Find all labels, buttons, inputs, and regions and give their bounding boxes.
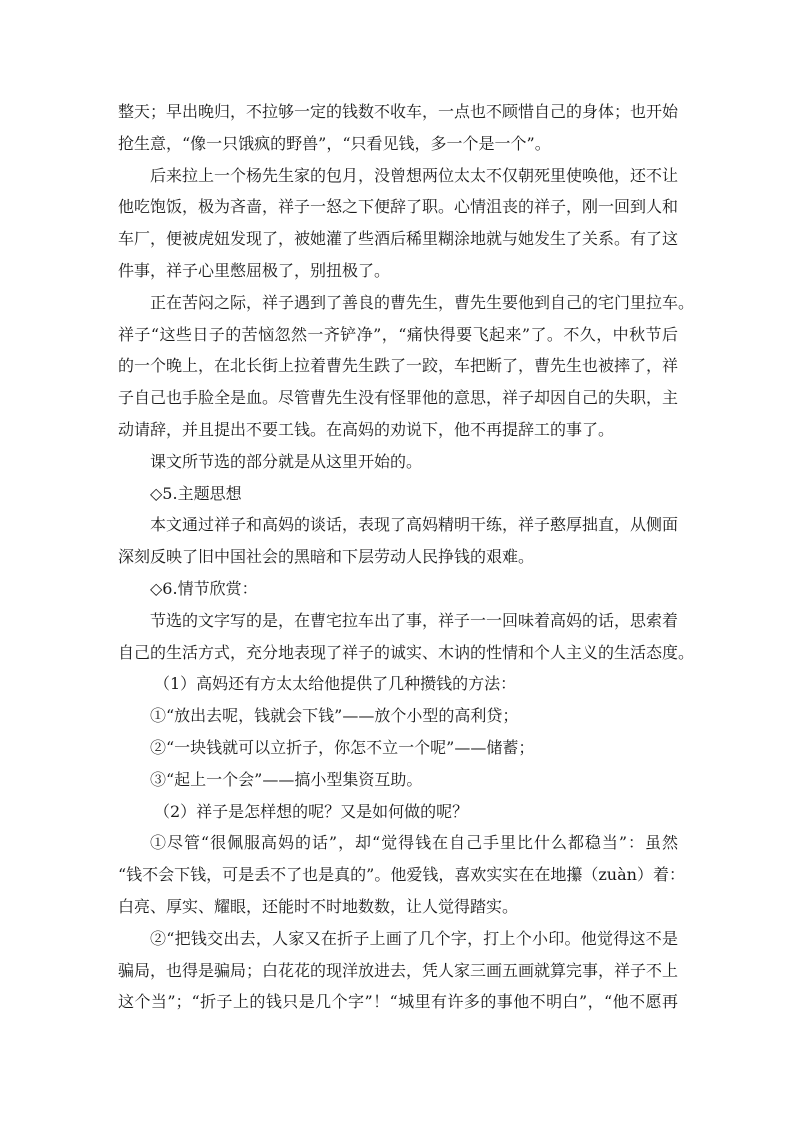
text-line: 自己的生活方式，充分地表现了祥子的诚实、木讷的性情和个人主义的生活态度。 — [118, 642, 695, 662]
text-line: 祥子“这些日子的苦恼忽然一齐铲净”，“痛快得要飞起来”了。不久，中秋节后 — [118, 324, 678, 344]
text-line: （2）祥子是怎样想的呢？又是如何做的呢？ — [154, 801, 469, 821]
text-line: ①尽管“很佩服高妈的话”，却“觉得钱在自己手里比什么都稳当”：虽然 — [150, 833, 678, 853]
text-line: 正在苦闷之际，祥子遇到了善良的曹先生，曹先生要他到自己的宅门里拉车。 — [150, 292, 695, 312]
text-line: 子自己也手脸全是血。尽管曹先生没有怪罪他的意思，祥子却因自己的失职，主 — [118, 388, 679, 408]
text-line: 深刻反映了旧中国社会的黑暗和下层劳动人民挣钱的艰难。 — [118, 547, 535, 567]
text-line: 后来拉上一个杨先生家的包月，没曾想两位太太不仅朝死里使唤他，还不让 — [150, 165, 679, 185]
text-line: 抢生意，“像一只饿疯的野兽”，“只看见钱，多一个是一个”。 — [118, 133, 551, 153]
text-line: ②“一块钱就可以立折子，你怎不立一个呢”——储蓄； — [150, 737, 535, 757]
text-line: 整天；早出晚归，不拉够一定的钱数不收车，一点也不顾惜自己的身体；也开始 — [118, 102, 679, 121]
text-line: 节选的文字写的是，在曹宅拉车出了事，祥子一一回味着高妈的话，思索着 — [150, 610, 679, 630]
text-line: 这个当”；“折子上的钱只是几个字”！“城里有许多的事他不明白”，“他不愿再 — [118, 992, 678, 1012]
text-line: 本文通过祥子和高妈的谈话，表现了高妈精明干练，祥子憨厚拙直，从侧面 — [150, 515, 679, 535]
text-line: ③“起上一个会”——搞小型集资互助。 — [150, 769, 423, 789]
text-line: 动请辞，并且提出不要工钱。在高妈的劝说下，他不再提辞工的事了。 — [118, 419, 615, 439]
text-line: ①“放出去呢，钱就会下钱”——放个小型的高利贷； — [150, 706, 519, 726]
text-line: 的一个晚上，在北长街上拉着曹先生跌了一跤，车把断了，曹先生也被摔了，祥 — [118, 356, 679, 376]
text-line: 车厂，便被虎妞发现了，被她灌了些酒后稀里糊涂地就与她发生了关系。有了这 — [118, 229, 679, 249]
text-line: ◇6.情节欣赏： — [150, 578, 258, 598]
text-line: 件事，祥子心里憋屈极了，别扭极了。 — [118, 260, 391, 280]
document-page — [118, 96, 695, 1018]
text-line: “钱不会下钱，可是丢不了也是真的”。他爱钱，喜欢实实在在地攥（zuàn）着： — [118, 865, 685, 885]
text-line: ◇5.主题思想 — [150, 483, 242, 503]
text-line: ②“把钱交出去，人家又在折子上画了几个字，打上个小印。他觉得这不是 — [150, 928, 678, 948]
text-line: 白亮、厚实、耀眼，还能时不时地数数，让人觉得踏实。 — [118, 896, 519, 916]
text-line: 骗局，也得是骗局；白花花的现洋放进去，凭人家三画五画就算完事，祥子不上 — [118, 960, 679, 980]
text-line: 课文所节选的部分就是从这里开始的。 — [150, 451, 423, 471]
text-line: （1）高妈还有方太太给他提供了几种攒钱的方法： — [154, 674, 517, 694]
text-line: 他吃饱饭，极为吝啬，祥子一怒之下便辞了职。心情沮丧的祥子，刚一回到人和 — [118, 197, 679, 217]
